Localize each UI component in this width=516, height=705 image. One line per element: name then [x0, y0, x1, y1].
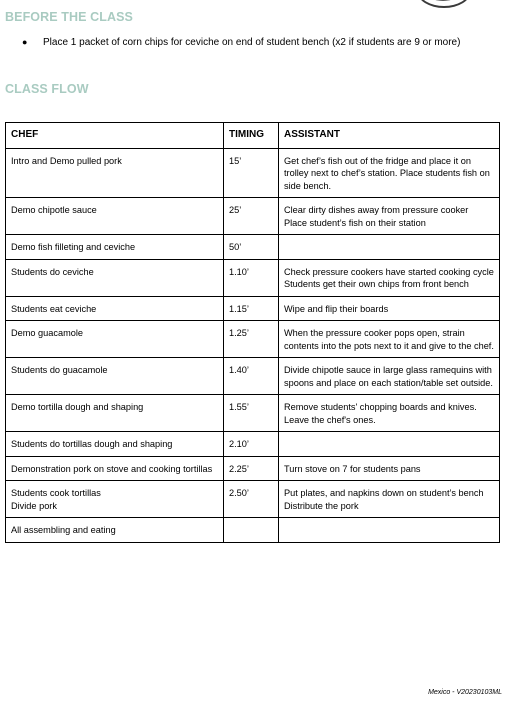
assistant-cell — [279, 456, 500, 481]
timing-cell: 1.15’ — [224, 296, 279, 321]
assistant-cell — [279, 235, 500, 260]
table-header-row — [6, 123, 500, 149]
timing-cell: 2.50’ — [224, 481, 279, 518]
table-row — [6, 432, 500, 457]
assistant-cell — [279, 296, 500, 321]
assistant-cell-text: Place student’s fish on their station — [284, 217, 426, 228]
table-row — [6, 481, 500, 518]
table-row — [6, 321, 500, 358]
timing-cell: 50’ — [224, 235, 279, 260]
assistant-cell — [279, 259, 500, 296]
timing-cell: 25’ — [224, 198, 279, 235]
chef-cell-text: Demo chipotle sauce — [11, 205, 97, 215]
chef-cell-text: Intro and Demo pulled pork — [11, 155, 122, 166]
assistant-cell-text: Wipe and flip their boards — [284, 303, 389, 314]
chef-cell — [6, 198, 224, 235]
assistant-cell-text: Remove students' chopping boards and knives. Leave the chef's ones. — [284, 402, 480, 425]
table-row — [6, 518, 500, 543]
chef-cell-text: All assembling and eating — [11, 525, 116, 535]
chef-cell — [6, 456, 224, 481]
chef-cell — [6, 481, 224, 518]
assistant-cell-text: Divide chipotle sauce in large glass ramequins with spoons and place on each station/table set outside. — [284, 365, 495, 388]
timing-cell: 1.55’ — [224, 395, 279, 432]
timing-cell: 2.10’ — [224, 432, 279, 457]
timing-cell: 1.40’ — [224, 358, 279, 395]
chef-cell-text: Demo tortilla dough and shaping — [11, 402, 144, 412]
assistant-cell — [279, 198, 500, 235]
assistant-cell — [279, 395, 500, 432]
column-header-chef: CHEF — [6, 123, 224, 149]
bullet-icon: ● — [22, 37, 28, 47]
table-row — [6, 358, 500, 395]
timing-cell: 1.25’ — [224, 321, 279, 358]
chef-cell — [6, 148, 224, 198]
timing-cell: 1.10’ — [224, 259, 279, 296]
chef-cell-text: Students cook tortillas — [11, 488, 101, 498]
table-body — [6, 148, 500, 542]
chef-cell — [6, 432, 224, 457]
table-row — [6, 456, 500, 481]
timing-cell: 2.25’ — [224, 456, 279, 481]
column-header-assistant: ASSISTANT — [279, 123, 500, 149]
chef-cell-text: Students do tortillas dough and shaping — [11, 439, 173, 449]
table-row — [6, 235, 500, 260]
table-row — [6, 259, 500, 296]
assistant-cell-text: Check pressure cookers have started cooking cycle — [284, 266, 494, 277]
chef-cell — [6, 259, 224, 296]
assistant-cell-text: When the pressure cooker pops open, strain contents into the pots next to it and give to the chef. — [284, 328, 494, 351]
assistant-cell — [279, 481, 500, 518]
timing-cell — [224, 518, 279, 543]
before-class-item-text: Place 1 packet of corn chips for ceviche on end of student bench (x2 if students are 9 or more) — [43, 37, 461, 48]
chef-cell-text: Demo fish filleting and ceviche — [11, 242, 136, 252]
chef-cell-text: Divide pork — [11, 500, 57, 511]
assistant-cell — [279, 432, 500, 457]
table-row — [6, 296, 500, 321]
chef-cell-text: Demonstration pork on stove and cooking tortillas — [11, 463, 213, 474]
chef-cell — [6, 395, 224, 432]
assistant-cell-text: Clear dirty dishes away from pressure cooker — [284, 205, 469, 215]
assistant-cell-text: Put plates, and napkins down on student’s bench — [284, 488, 484, 498]
assistant-cell — [279, 518, 500, 543]
chef-cell-text: Students do guacamole — [11, 365, 108, 375]
class-flow-table — [5, 122, 500, 543]
class-flow-heading: CLASS FLOW — [5, 82, 89, 96]
column-header-timing: TIMING — [224, 123, 279, 149]
chef-cell-text: Demo guacamole — [11, 328, 84, 338]
logo-badge — [417, 0, 471, 8]
table-row — [6, 395, 500, 432]
chef-cell — [6, 321, 224, 358]
chef-cell-text: Students eat ceviche — [11, 303, 97, 314]
assistant-cell-text: Distribute the pork — [284, 500, 359, 511]
table-row — [6, 148, 500, 198]
assistant-cell — [279, 358, 500, 395]
chef-cell — [6, 296, 224, 321]
assistant-cell — [279, 148, 500, 198]
version-footer: Mexico - V20230103ML — [428, 689, 502, 696]
table-row — [6, 198, 500, 235]
before-class-heading: BEFORE THE CLASS — [5, 10, 133, 24]
assistant-cell-text: Students get their own chips from front bench — [284, 279, 469, 289]
timing-cell: 15’ — [224, 148, 279, 198]
chef-cell — [6, 358, 224, 395]
chef-cell-text: Students do ceviche — [11, 266, 94, 277]
assistant-cell-text: Turn stove on 7 for students pans — [284, 463, 421, 474]
before-class-list-item — [22, 36, 512, 49]
assistant-cell — [279, 321, 500, 358]
chef-cell — [6, 518, 224, 543]
assistant-cell-text: Get chef’s fish out of the fridge and place it on trolley next to chef’s station. Place students fish on side bench. — [284, 155, 493, 191]
chef-cell — [6, 235, 224, 260]
